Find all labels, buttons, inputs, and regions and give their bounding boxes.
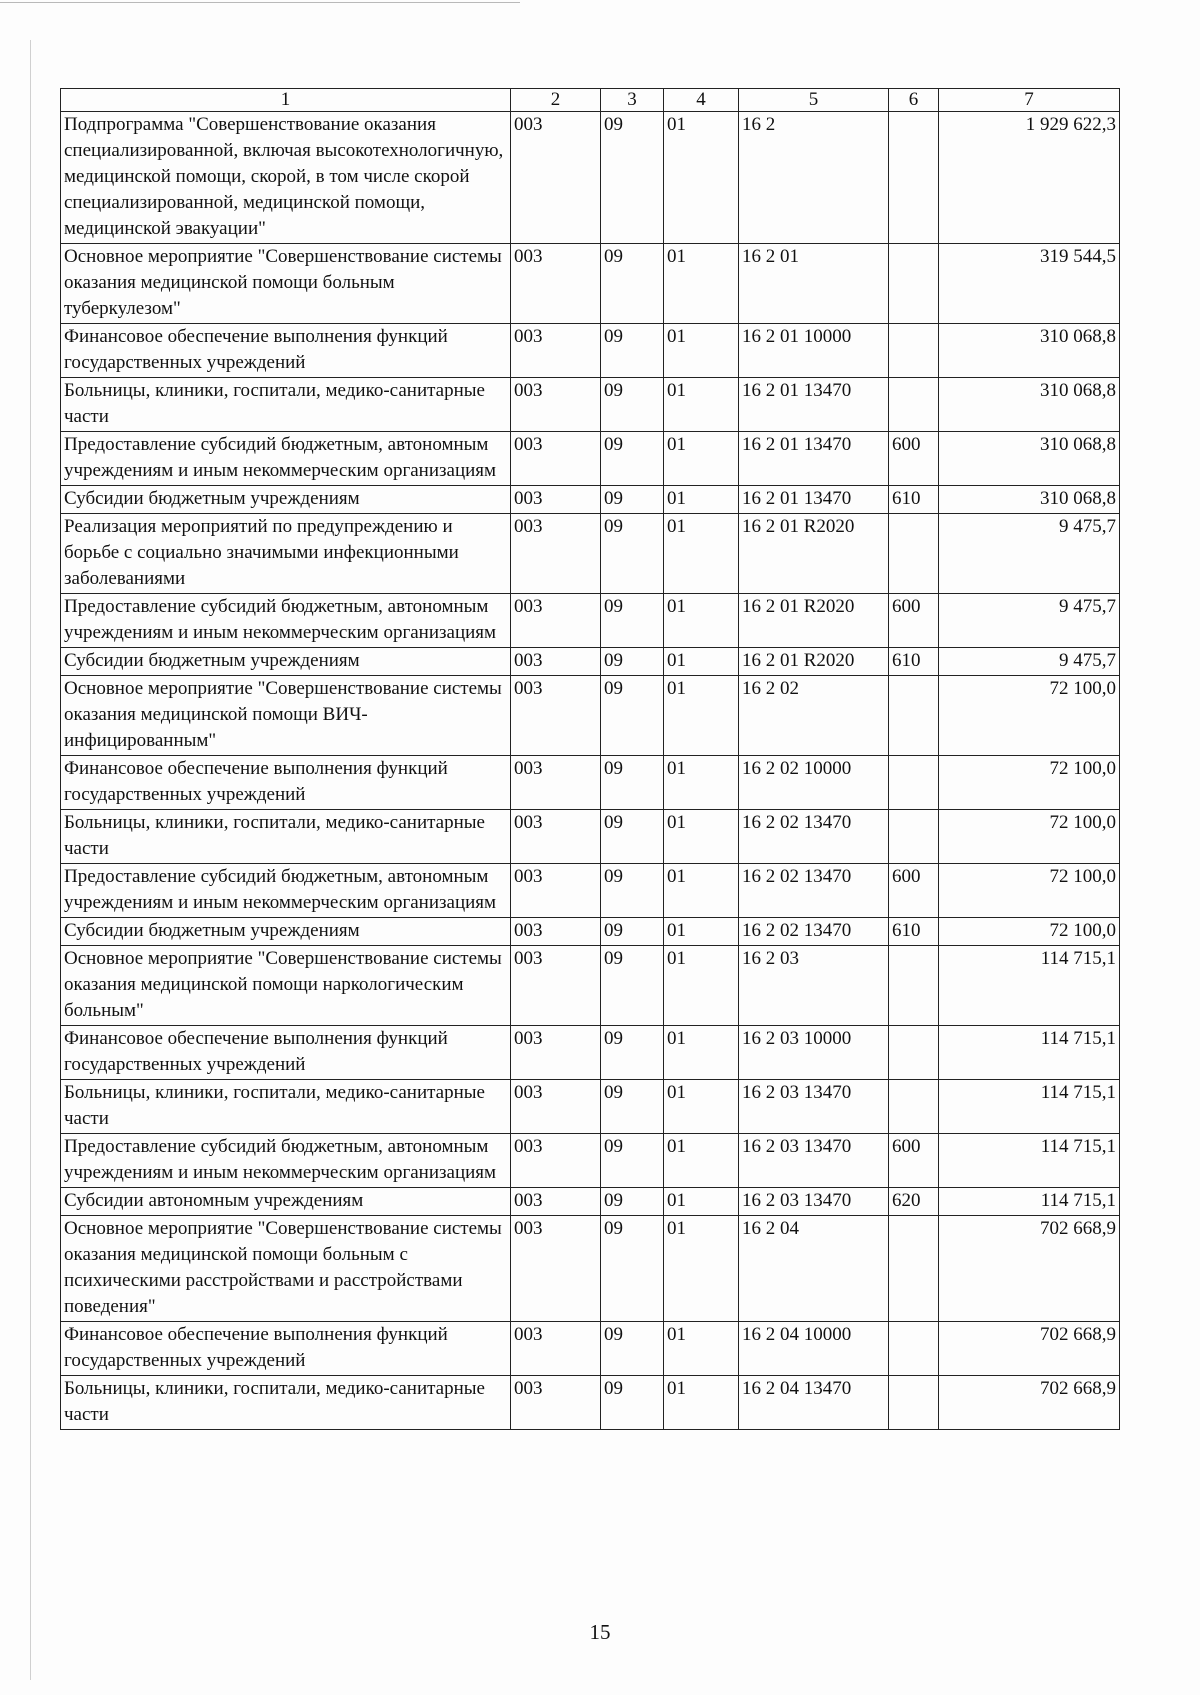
table-row	[61, 1080, 1120, 1134]
item-name-cell: Предоставление субсидий бюджетным, автономным учреждениям и иным некоммерческим организациям	[61, 864, 511, 918]
target-article-cell: 16 2 03 13470	[739, 1080, 889, 1134]
subsection-cell: 01	[664, 810, 739, 864]
subsection-cell: 01	[664, 676, 739, 756]
amount-cell: 114 715,1	[939, 1134, 1120, 1188]
code-cell: 003	[511, 918, 601, 946]
target-article-cell: 16 2 04	[739, 1216, 889, 1322]
amount-cell: 310 068,8	[939, 432, 1120, 486]
table-row	[61, 810, 1120, 864]
expense-type-cell	[889, 1080, 939, 1134]
code-cell: 003	[511, 432, 601, 486]
amount-cell: 702 668,9	[939, 1322, 1120, 1376]
table-row	[61, 378, 1120, 432]
amount-cell: 114 715,1	[939, 1080, 1120, 1134]
expense-type-cell	[889, 244, 939, 324]
code-cell: 003	[511, 1322, 601, 1376]
amount-cell: 310 068,8	[939, 378, 1120, 432]
target-article-cell: 16 2 01 R2020	[739, 648, 889, 676]
target-article-cell: 16 2 01 13470	[739, 432, 889, 486]
column-header: 6	[889, 89, 939, 112]
subsection-cell: 01	[664, 1376, 739, 1430]
target-article-cell: 16 2 02 13470	[739, 918, 889, 946]
section-cell: 09	[601, 1216, 664, 1322]
budget-table	[60, 88, 1120, 1430]
subsection-cell: 01	[664, 594, 739, 648]
section-cell: 09	[601, 486, 664, 514]
page-number: 15	[589, 1620, 611, 1644]
item-name-cell: Субсидии бюджетным учреждениям	[61, 648, 511, 676]
expense-type-cell	[889, 946, 939, 1026]
section-cell: 09	[601, 432, 664, 486]
section-cell: 09	[601, 1188, 664, 1216]
expense-type-cell	[889, 1322, 939, 1376]
section-cell: 09	[601, 244, 664, 324]
table-row	[61, 1322, 1120, 1376]
target-article-cell: 16 2 02 13470	[739, 864, 889, 918]
amount-cell: 702 668,9	[939, 1376, 1120, 1430]
amount-cell: 114 715,1	[939, 946, 1120, 1026]
subsection-cell: 01	[664, 514, 739, 594]
amount-cell: 1 929 622,3	[939, 112, 1120, 244]
subsection-cell: 01	[664, 1188, 739, 1216]
expense-type-cell: 610	[889, 648, 939, 676]
item-name-cell: Подпрограмма "Совершенствование оказания специализированной, включая высокотехнологичную, медицинской помощи, скорой, в том числе скорой специализированной, медицинской помощи, медицинской эвакуации"	[61, 112, 511, 244]
code-cell: 003	[511, 112, 601, 244]
column-header: 4	[664, 89, 739, 112]
item-name-cell: Основное мероприятие "Совершенствование системы оказания медицинской помощи наркологическим больным"	[61, 946, 511, 1026]
subsection-cell: 01	[664, 244, 739, 324]
table-row	[61, 112, 1120, 244]
section-cell: 09	[601, 112, 664, 244]
column-header: 3	[601, 89, 664, 112]
amount-cell: 310 068,8	[939, 324, 1120, 378]
item-name-cell: Предоставление субсидий бюджетным, автономным учреждениям и иным некоммерческим организациям	[61, 432, 511, 486]
section-cell: 09	[601, 918, 664, 946]
target-article-cell: 16 2 02	[739, 676, 889, 756]
expense-type-cell	[889, 756, 939, 810]
table-row	[61, 1026, 1120, 1080]
subsection-cell: 01	[664, 432, 739, 486]
subsection-cell: 01	[664, 1080, 739, 1134]
table-row	[61, 514, 1120, 594]
code-cell: 003	[511, 378, 601, 432]
subsection-cell: 01	[664, 756, 739, 810]
table-row	[61, 918, 1120, 946]
subsection-cell: 01	[664, 1216, 739, 1322]
subsection-cell: 01	[664, 648, 739, 676]
code-cell: 003	[511, 946, 601, 1026]
expense-type-cell: 600	[889, 432, 939, 486]
amount-cell: 72 100,0	[939, 756, 1120, 810]
target-article-cell: 16 2 02 13470	[739, 810, 889, 864]
table-row	[61, 1376, 1120, 1430]
section-cell: 09	[601, 324, 664, 378]
amount-cell: 9 475,7	[939, 594, 1120, 648]
amount-cell: 319 544,5	[939, 244, 1120, 324]
section-cell: 09	[601, 810, 664, 864]
expense-type-cell: 610	[889, 486, 939, 514]
table-row	[61, 864, 1120, 918]
item-name-cell: Финансовое обеспечение выполнения функций государственных учреждений	[61, 324, 511, 378]
section-cell: 09	[601, 1026, 664, 1080]
section-cell: 09	[601, 756, 664, 810]
code-cell: 003	[511, 1216, 601, 1322]
target-article-cell: 16 2 03 10000	[739, 1026, 889, 1080]
subsection-cell: 01	[664, 946, 739, 1026]
expense-type-cell	[889, 810, 939, 864]
subsection-cell: 01	[664, 918, 739, 946]
code-cell: 003	[511, 1080, 601, 1134]
code-cell: 003	[511, 1134, 601, 1188]
table-row	[61, 648, 1120, 676]
section-cell: 09	[601, 1080, 664, 1134]
amount-cell: 72 100,0	[939, 918, 1120, 946]
target-article-cell: 16 2	[739, 112, 889, 244]
table-row	[61, 676, 1120, 756]
expense-type-cell: 600	[889, 594, 939, 648]
table-row	[61, 1134, 1120, 1188]
subsection-cell: 01	[664, 378, 739, 432]
item-name-cell: Больницы, клиники, госпитали, медико-санитарные части	[61, 1376, 511, 1430]
table-row	[61, 244, 1120, 324]
code-cell: 003	[511, 864, 601, 918]
code-cell: 003	[511, 514, 601, 594]
amount-cell: 72 100,0	[939, 810, 1120, 864]
section-cell: 09	[601, 864, 664, 918]
item-name-cell: Финансовое обеспечение выполнения функций государственных учреждений	[61, 1322, 511, 1376]
target-article-cell: 16 2 01 10000	[739, 324, 889, 378]
scan-mark	[0, 2, 520, 3]
item-name-cell: Больницы, клиники, госпитали, медико-санитарные части	[61, 810, 511, 864]
code-cell: 003	[511, 324, 601, 378]
scan-margin-line	[30, 40, 31, 1680]
subsection-cell: 01	[664, 112, 739, 244]
expense-type-cell	[889, 1216, 939, 1322]
column-header: 2	[511, 89, 601, 112]
target-article-cell: 16 2 02 10000	[739, 756, 889, 810]
section-cell: 09	[601, 676, 664, 756]
subsection-cell: 01	[664, 324, 739, 378]
column-header: 7	[939, 89, 1120, 112]
subsection-cell: 01	[664, 1134, 739, 1188]
target-article-cell: 16 2 03	[739, 946, 889, 1026]
code-cell: 003	[511, 244, 601, 324]
expense-type-cell: 600	[889, 864, 939, 918]
expense-type-cell: 610	[889, 918, 939, 946]
amount-cell: 9 475,7	[939, 648, 1120, 676]
table-row	[61, 756, 1120, 810]
amount-cell: 9 475,7	[939, 514, 1120, 594]
expense-type-cell	[889, 324, 939, 378]
code-cell: 003	[511, 1376, 601, 1430]
table-row	[61, 594, 1120, 648]
table-row	[61, 946, 1120, 1026]
amount-cell: 702 668,9	[939, 1216, 1120, 1322]
expense-type-cell	[889, 378, 939, 432]
target-article-cell: 16 2 04 10000	[739, 1322, 889, 1376]
expense-type-cell	[889, 1376, 939, 1430]
section-cell: 09	[601, 1322, 664, 1376]
expense-type-cell	[889, 1026, 939, 1080]
item-name-cell: Предоставление субсидий бюджетным, автономным учреждениям и иным некоммерческим организациям	[61, 1134, 511, 1188]
subsection-cell: 01	[664, 1322, 739, 1376]
item-name-cell: Финансовое обеспечение выполнения функций государственных учреждений	[61, 756, 511, 810]
column-header: 5	[739, 89, 889, 112]
target-article-cell: 16 2 01 R2020	[739, 514, 889, 594]
target-article-cell: 16 2 01	[739, 244, 889, 324]
code-cell: 003	[511, 648, 601, 676]
item-name-cell: Больницы, клиники, госпитали, медико-санитарные части	[61, 378, 511, 432]
table-row	[61, 486, 1120, 514]
subsection-cell: 01	[664, 1026, 739, 1080]
code-cell: 003	[511, 676, 601, 756]
item-name-cell: Субсидии автономным учреждениям	[61, 1188, 511, 1216]
subsection-cell: 01	[664, 864, 739, 918]
item-name-cell: Больницы, клиники, госпитали, медико-санитарные части	[61, 1080, 511, 1134]
table-row	[61, 432, 1120, 486]
item-name-cell: Субсидии бюджетным учреждениям	[61, 918, 511, 946]
code-cell: 003	[511, 486, 601, 514]
table-header-row	[61, 89, 1120, 112]
target-article-cell: 16 2 01 13470	[739, 378, 889, 432]
expense-type-cell	[889, 514, 939, 594]
target-article-cell: 16 2 01 13470	[739, 486, 889, 514]
item-name-cell: Финансовое обеспечение выполнения функций государственных учреждений	[61, 1026, 511, 1080]
expense-type-cell: 620	[889, 1188, 939, 1216]
item-name-cell: Основное мероприятие "Совершенствование системы оказания медицинской помощи больным с психическими расстройствами и расстройствами поведения"	[61, 1216, 511, 1322]
item-name-cell: Основное мероприятие "Совершенствование системы оказания медицинской помощи ВИЧ-инфицированным"	[61, 676, 511, 756]
item-name-cell: Реализация мероприятий по предупреждению и борьбе с социально значимыми инфекционными заболеваниями	[61, 514, 511, 594]
target-article-cell: 16 2 03 13470	[739, 1134, 889, 1188]
table-row	[61, 1188, 1120, 1216]
item-name-cell: Субсидии бюджетным учреждениям	[61, 486, 511, 514]
target-article-cell: 16 2 03 13470	[739, 1188, 889, 1216]
amount-cell: 72 100,0	[939, 676, 1120, 756]
item-name-cell: Основное мероприятие "Совершенствование системы оказания медицинской помощи больным туберкулезом"	[61, 244, 511, 324]
section-cell: 09	[601, 946, 664, 1026]
column-header: 1	[61, 89, 511, 112]
section-cell: 09	[601, 648, 664, 676]
code-cell: 003	[511, 756, 601, 810]
expense-type-cell	[889, 676, 939, 756]
expense-type-cell	[889, 112, 939, 244]
section-cell: 09	[601, 1134, 664, 1188]
code-cell: 003	[511, 594, 601, 648]
section-cell: 09	[601, 594, 664, 648]
table-row	[61, 1216, 1120, 1322]
amount-cell: 310 068,8	[939, 486, 1120, 514]
item-name-cell: Предоставление субсидий бюджетным, автономным учреждениям и иным некоммерческим организациям	[61, 594, 511, 648]
section-cell: 09	[601, 1376, 664, 1430]
table-body	[61, 112, 1120, 1430]
subsection-cell: 01	[664, 486, 739, 514]
amount-cell: 72 100,0	[939, 864, 1120, 918]
amount-cell: 114 715,1	[939, 1188, 1120, 1216]
section-cell: 09	[601, 378, 664, 432]
table-row	[61, 324, 1120, 378]
target-article-cell: 16 2 01 R2020	[739, 594, 889, 648]
section-cell: 09	[601, 514, 664, 594]
expense-type-cell: 600	[889, 1134, 939, 1188]
code-cell: 003	[511, 810, 601, 864]
target-article-cell: 16 2 04 13470	[739, 1376, 889, 1430]
code-cell: 003	[511, 1026, 601, 1080]
amount-cell: 114 715,1	[939, 1026, 1120, 1080]
code-cell: 003	[511, 1188, 601, 1216]
